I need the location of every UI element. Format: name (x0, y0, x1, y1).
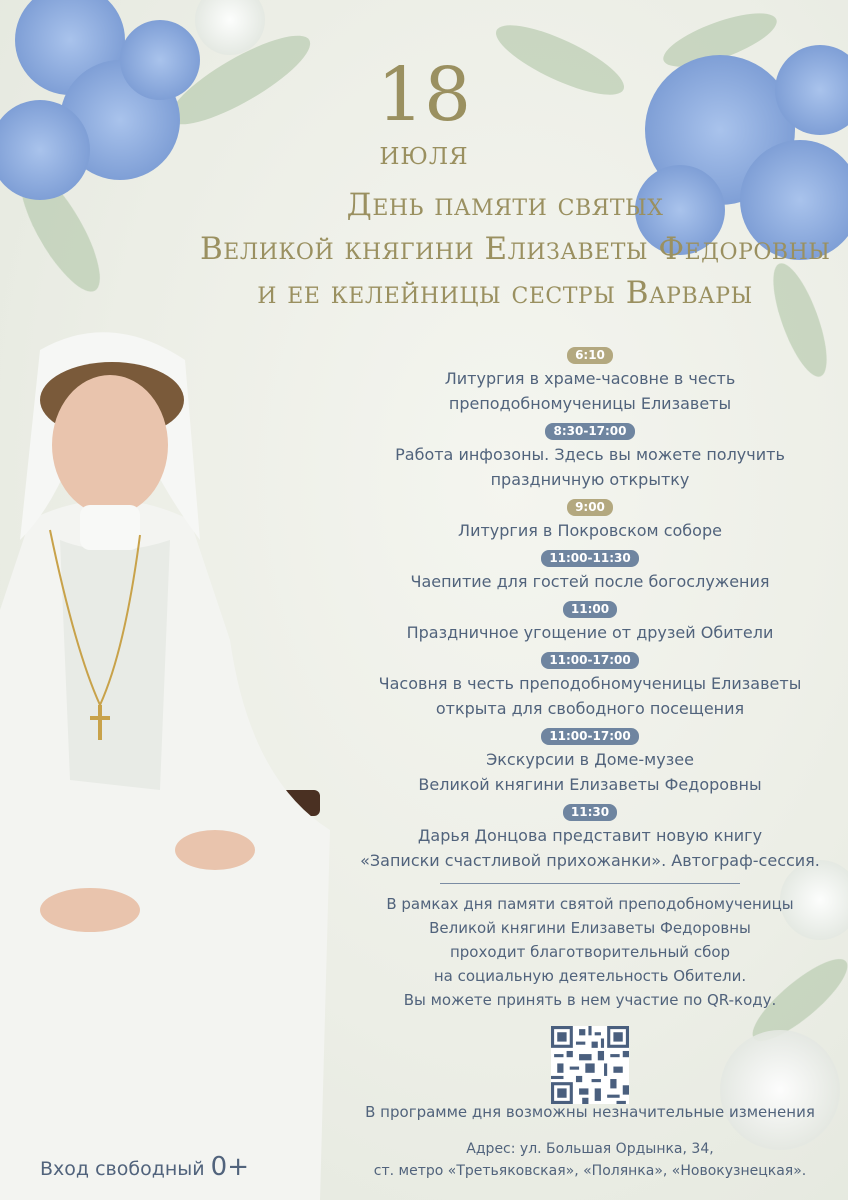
event-line: Литургия в Покровском соборе (458, 521, 722, 540)
portrait-image (0, 310, 360, 1200)
time-badge: 8:30-17:00 (545, 423, 634, 440)
time-badge: 6:10 (567, 347, 613, 364)
event-line: Великой княгини Елизаветы Федоровны (418, 775, 762, 794)
event-line: Чаепитие для гостей после богослужения (410, 572, 770, 591)
schedule-item (330, 801, 848, 873)
qr-code-icon[interactable] (551, 1026, 629, 1104)
schedule-item (330, 420, 848, 492)
address-line: Адрес: ул. Большая Ордынка, 34, (466, 1141, 714, 1157)
schedule-item (330, 547, 848, 594)
event-line: Праздничное угощение от друзей Обители (406, 623, 774, 642)
time-badge: 11:00-11:30 (541, 550, 638, 567)
schedule-item (330, 649, 848, 721)
charity-text (330, 892, 848, 1012)
notice: В программе дня возможны незначительные изменения (365, 1103, 815, 1121)
event-description (330, 366, 848, 416)
event-description (330, 442, 848, 492)
event-line: Работа инфозоны. Здесь вы можете получить (395, 445, 785, 464)
schedule (330, 344, 848, 1104)
entry-label: Вход свободный (40, 1158, 205, 1180)
charity-line: на социальную деятельность Обители. (433, 967, 747, 985)
age-rating: 0+ (210, 1152, 249, 1182)
date-day: 18 (376, 52, 472, 138)
event-line: праздничную открытку (490, 470, 690, 489)
event-description (330, 747, 848, 797)
time-badge: 11:00-17:00 (541, 728, 638, 745)
address (330, 1138, 848, 1182)
time-badge: 11:00-17:00 (541, 652, 638, 669)
charity-line: Вы можете принять в нем участие по QR-коду. (403, 991, 777, 1009)
event-line: Часовня в честь преподобномученицы Елизаветы (378, 674, 802, 693)
event-description (330, 569, 848, 594)
event-description (330, 823, 848, 873)
time-badge: 9:00 (567, 499, 613, 516)
charity-line: Великой княгини Елизаветы Федоровны (429, 919, 751, 937)
divider (440, 883, 740, 884)
event-line: Экскурсии в Доме-музее (486, 750, 694, 769)
address-line: ст. метро «Третьяковская», «Полянка», «Новокузнецкая». (373, 1163, 807, 1179)
charity-line: проходит благотворительный сбор (449, 943, 731, 961)
headline-line: Великой княгини Елизаветы Федоровны (200, 231, 831, 267)
date-month: ИЮЛЯ (379, 144, 469, 170)
event-line: Дарья Донцова представит новую книгу (417, 826, 763, 845)
event-line: открыта для свободного посещения (435, 699, 745, 718)
schedule-item (330, 725, 848, 797)
headline-line: и ее келейницы сестры Варвары (257, 275, 753, 311)
time-badge: 11:00 (563, 601, 617, 618)
headline (200, 183, 831, 315)
time-badge: 11:30 (563, 804, 617, 821)
event-description (330, 518, 848, 543)
event-description (330, 620, 848, 645)
headline-line: День памяти святых (346, 187, 664, 223)
event-line: «Записки счастливой прихожанки». Автограф-сессия. (360, 851, 820, 870)
event-line: Литургия в храме-часовне в честь (444, 369, 736, 388)
entry-info (40, 1152, 249, 1182)
schedule-item (330, 598, 848, 645)
event-line: преподобномученицы Елизаветы (448, 394, 732, 413)
schedule-item (330, 344, 848, 416)
schedule-item (330, 496, 848, 543)
charity-line: В рамках дня памяти святой преподобномученицы (386, 895, 794, 913)
event-description (330, 671, 848, 721)
